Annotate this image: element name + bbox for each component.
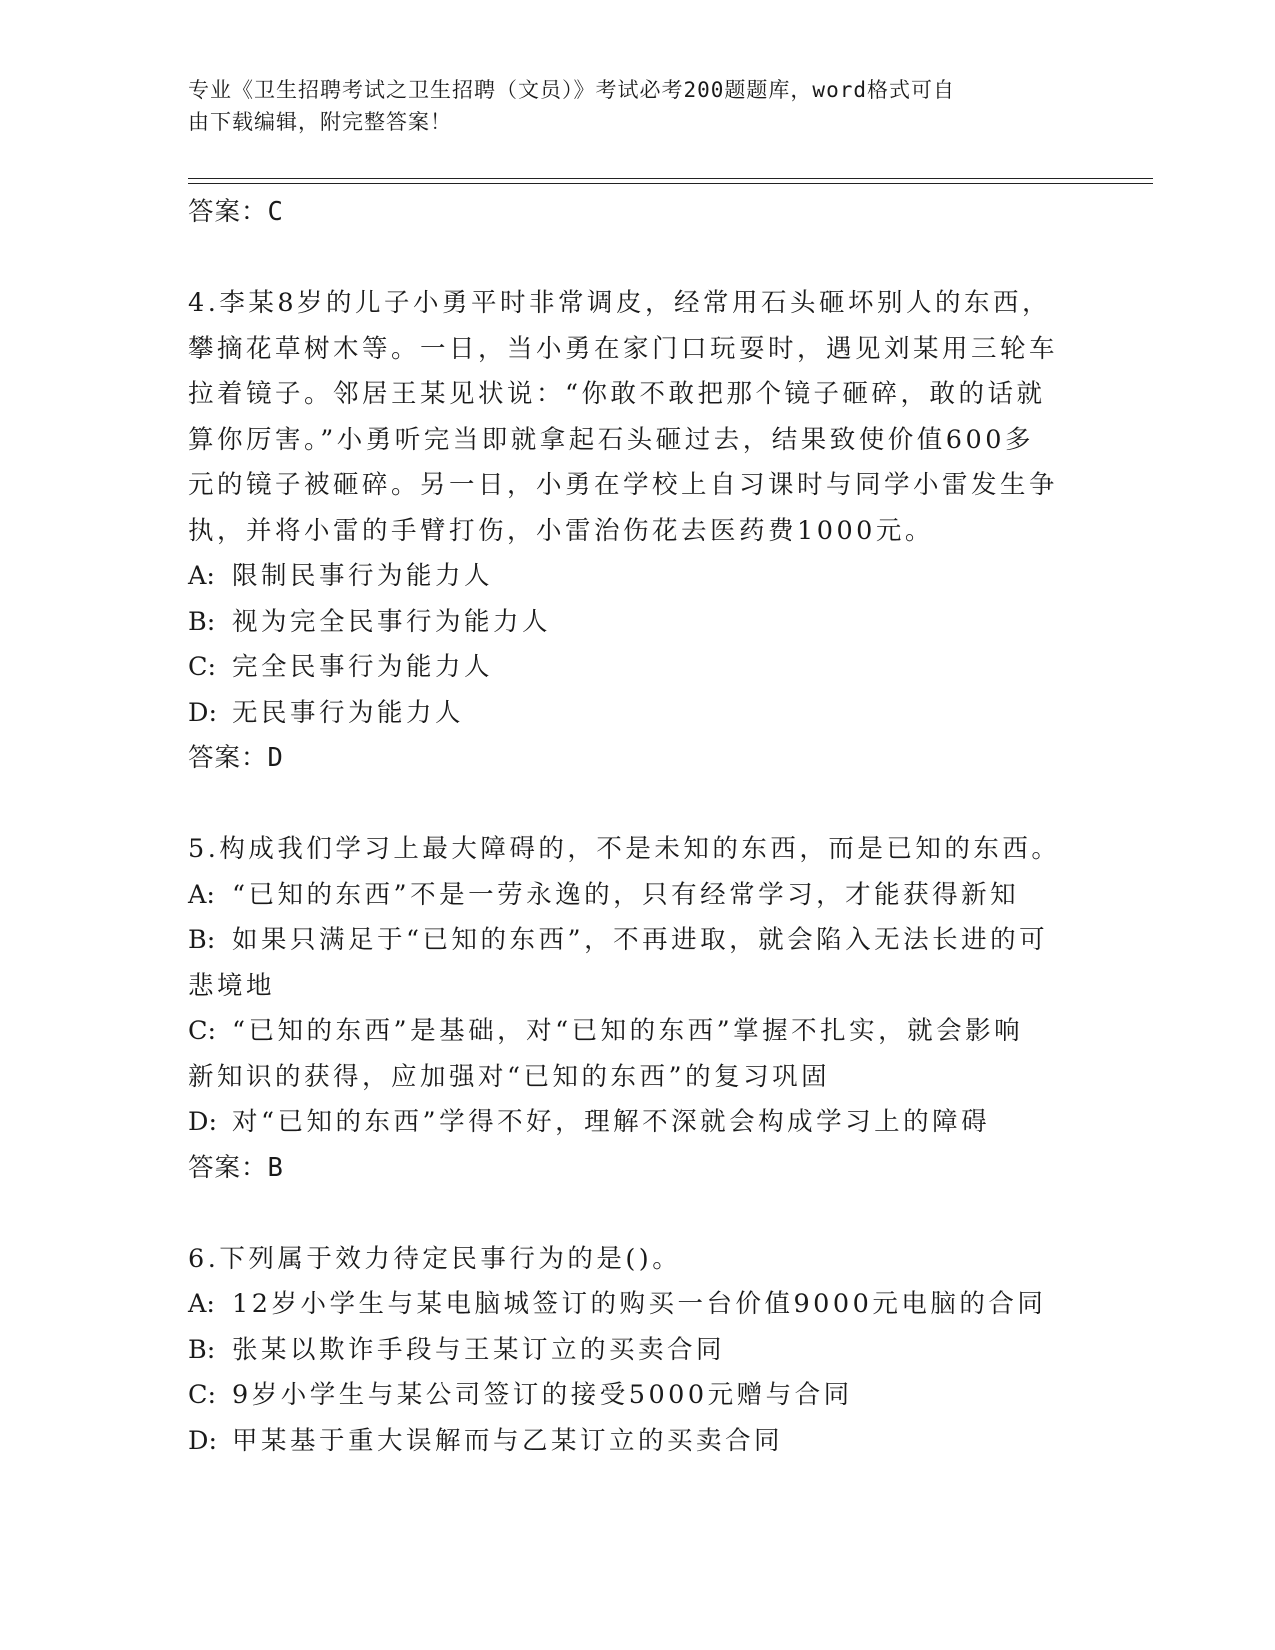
- spacer: [188, 782, 1088, 828]
- option-text: 对“已知的东西”学得不好，理解不深就会构成学习上的障碍: [232, 1107, 991, 1137]
- question-stem-line: 5.构成我们学习上最大障碍的，不是未知的东西，而是已知的东西。: [188, 834, 1061, 864]
- answer-value: C: [267, 197, 284, 227]
- page-header: [188, 74, 1068, 138]
- option-text: “已知的东西”是基础，对“已知的东西”掌握不扎实，就会影响: [232, 1016, 1024, 1046]
- option-text: 完全民事行为能力人: [232, 652, 494, 682]
- option-letter: D:: [188, 1425, 218, 1456]
- option-c: [188, 1009, 1088, 1055]
- question-stem-line: 4.李某8岁的儿子小勇平时非常调皮，经常用石头砸坏别人的东西，: [188, 288, 1052, 318]
- option-letter: D:: [188, 1107, 218, 1137]
- option-c: [188, 645, 1088, 691]
- question-6: [188, 1237, 1088, 1465]
- header-rule-top: [188, 178, 1153, 179]
- option-b: [188, 1328, 1088, 1374]
- answer-line-prev: [188, 190, 1088, 236]
- option-letter: B:: [188, 925, 216, 955]
- option-d: [188, 1419, 1088, 1465]
- answer-value: D: [267, 743, 284, 773]
- spacer: [188, 1191, 1088, 1237]
- option-a: [188, 554, 1088, 600]
- question-stem-line: 算你厉害。”小勇听完当即就拿起石头砸过去，结果致使价值600多: [188, 424, 1034, 455]
- option-a: [188, 1282, 1088, 1328]
- spacer: [188, 236, 1088, 282]
- option-text: 视为完全民事行为能力人: [232, 606, 552, 637]
- option-text: 限制民事行为能力人: [232, 561, 494, 591]
- option-text: “已知的东西”不是一劳永逸的，只有经常学习，才能获得新知: [232, 879, 1020, 910]
- header-line-1: 专业《卫生招聘考试之卫生招聘（文员）》考试必考200题题库，word格式可自: [188, 78, 955, 102]
- option-text: 12岁小学生与某电脑城签订的购买一台价值9000元电脑的合同: [232, 1289, 1047, 1319]
- option-d: [188, 1100, 1088, 1146]
- question-stem-line: 拉着镜子。邻居王某见状说：“你敢不敢把那个镜子砸碎，敢的话就: [188, 379, 1046, 409]
- header-rule-bottom: [188, 183, 1153, 184]
- question-stem-line: 攀摘花草树木等。一日，当小勇在家门口玩耍时，遇见刘某用三轮车: [188, 333, 1059, 364]
- option-letter: C:: [188, 652, 217, 682]
- option-text: 张某以欺诈手段与王某订立的买卖合同: [232, 1334, 726, 1365]
- question-stem-line: 元的镜子被砸碎。另一日，小勇在学校上自习课时与同学小雷发生争: [188, 470, 1059, 500]
- questions-content: [188, 190, 1088, 1464]
- answer-line: [188, 736, 1088, 782]
- answer-label: 答案：: [188, 1152, 268, 1183]
- option-letter: C:: [188, 1380, 217, 1410]
- option-b: [188, 600, 1088, 646]
- option-letter: A:: [188, 561, 216, 591]
- answer-label: 答案：: [188, 743, 268, 773]
- option-text: 9岁小学生与某公司签订的接受5000元赠与合同: [232, 1380, 853, 1410]
- option-letter: D:: [188, 697, 218, 728]
- header-line-2: 由下载编辑，附完整答案！: [188, 110, 452, 134]
- option-letter: C:: [188, 1016, 217, 1046]
- option-text: 甲某基于重大误解而与乙某订立的买卖合同: [232, 1425, 784, 1456]
- option-a: [188, 873, 1088, 919]
- option-letter: A:: [188, 879, 216, 910]
- option-text: 如果只满足于“已知的东西”，不再进取，就会陷入无法长进的可: [232, 925, 1049, 955]
- question-4: [188, 281, 1088, 782]
- option-b: [188, 918, 1088, 964]
- option-b-continuation: 悲境地: [188, 970, 276, 1001]
- option-letter: B:: [188, 1334, 216, 1365]
- option-letter: B:: [188, 606, 216, 637]
- answer-label: 答案：: [188, 197, 268, 227]
- option-letter: A:: [188, 1289, 216, 1319]
- option-c-continuation: 新知识的获得，应加强对“已知的东西”的复习巩固: [188, 1061, 831, 1092]
- option-text: 无民事行为能力人: [232, 697, 465, 728]
- option-c: [188, 1373, 1088, 1419]
- answer-value: B: [267, 1152, 284, 1183]
- option-d: [188, 691, 1088, 737]
- question-stem-line: 6.下列属于效力待定民事行为的是()。: [188, 1243, 682, 1274]
- question-stem-line: 执，并将小雷的手臂打伤，小雷治伤花去医药费1000元。: [188, 515, 934, 546]
- question-5: [188, 827, 1088, 1191]
- answer-line: [188, 1146, 1088, 1192]
